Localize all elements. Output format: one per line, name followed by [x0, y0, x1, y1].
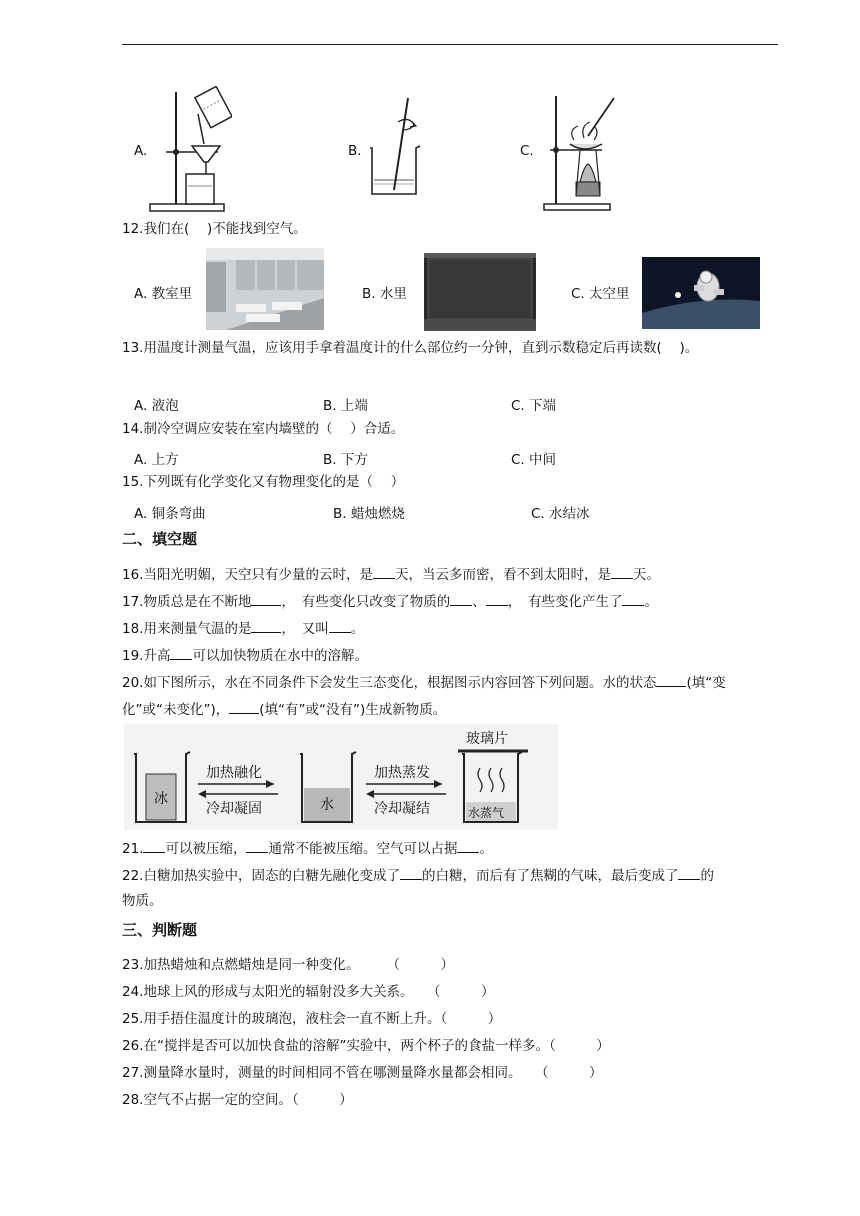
question-28: 28.空气不占据一定的空间。（ ）	[122, 1092, 353, 1108]
q15-option-a: A. 铜条弯曲	[134, 506, 206, 522]
question-20-line2: 化”或“未变化”)， (填“有”或“没有”)生成新物质。	[122, 699, 446, 720]
section-3-heading: 三、判断题	[122, 921, 198, 939]
q12-option-a: A. 教室里	[134, 286, 193, 302]
q14-option-b: B. 下方	[323, 452, 368, 468]
stirring-beaker-figure	[364, 96, 426, 200]
cool-condense-label: 冷却凝结	[374, 801, 430, 817]
glass-plate-label: 玻璃片	[466, 731, 508, 747]
q12-option-b: B. 水里	[362, 286, 407, 302]
q14-option-a: A. 上方	[134, 452, 179, 468]
question-22-line1: 22.白糖加热实验中，固态的白糖先融化变成了 的白糖，而后有了焦糊的气味，最后变成了 的	[122, 865, 714, 886]
question-27: 27.测量降水量时，测量的时间相同不管在哪测量降水量都会相同。 （ ）	[122, 1065, 603, 1081]
q14-option-c: C. 中间	[511, 452, 557, 468]
question-17: 17.物质总是在不断地 ， 有些变化只改变了物质的 、 ， 有些变化产生了 。	[122, 591, 658, 612]
heat-evaporate-label: 加热蒸发	[374, 765, 430, 781]
question-12: 12.我们在( )不能找到空气。	[122, 221, 307, 237]
question-15: 15.下列既有化学变化又有物理变化的是（ ）	[122, 474, 405, 490]
question-23: 23.加热蜡烛和点燃蜡烛是同一种变化。 （ ）	[122, 957, 454, 973]
q13-option-b: B. 上端	[323, 398, 368, 414]
question-13: 13.用温度计测量气温，应该用手拿着温度计的什么部位约一分钟，直到示数稳定后再读数( )。	[122, 340, 699, 356]
water-label: 水	[320, 797, 334, 813]
question-26: 26.在“搅拌是否可以加快食盐的溶解”实验中，两个杯子的食盐一样多。（ ）	[122, 1038, 610, 1054]
section-2-heading: 二、填空题	[122, 530, 198, 548]
q11-option-c-label: C.	[520, 143, 534, 159]
q15-option-b: B. 蜡烛燃烧	[333, 506, 405, 522]
question-25: 25.用手捂住温度计的玻璃泡，液柱会一直不断上升。（ ）	[122, 1011, 502, 1027]
q11-option-a-label: A.	[134, 143, 148, 159]
header-rule	[122, 44, 778, 45]
question-21: 21. 可以被压缩， 通常不能被压缩。空气可以占据 。	[122, 838, 493, 859]
classroom-photo	[206, 248, 324, 330]
cool-freeze-label: 冷却凝固	[206, 801, 262, 817]
question-24: 24.地球上风的形成与太阳光的辐射没多大关系。 （ ）	[122, 984, 495, 1000]
q13-option-c: C. 下端	[511, 398, 557, 414]
q11-option-b-label: B.	[348, 143, 362, 159]
space-astronaut-photo	[642, 257, 760, 329]
aquarium-photo	[424, 253, 536, 331]
question-14: 14.制冷空调应安装在室内墙壁的（ ）合适。	[122, 421, 405, 437]
q12-option-c: C. 太空里	[571, 286, 630, 302]
evaporation-apparatus-figure	[536, 92, 622, 212]
question-18: 18.用来测量气温的是 ， 又叫 。	[122, 618, 364, 639]
ice-label: 冰	[154, 791, 168, 807]
water-states-diagram	[124, 724, 558, 830]
question-19: 19.升高 可以加快物质在水中的溶解。	[122, 645, 368, 666]
filtration-apparatus-figure	[146, 86, 232, 214]
q13-option-a: A. 液泡	[134, 398, 179, 414]
question-16: 16.当阳光明媚，天空只有少量的云时，是 天，当云多而密，看不到太阳时，是 天。	[122, 564, 660, 585]
heat-melt-label: 加热融化	[206, 765, 262, 781]
q15-option-c: C. 水结冰	[531, 506, 590, 522]
steam-label: 水蒸气	[468, 806, 505, 820]
question-20-line1: 20.如下图所示，水在不同条件下会发生三态变化，根据图示内容回答下列问题。水的状态 (填“变	[122, 672, 726, 693]
question-22-line2: 物质。	[122, 893, 163, 909]
